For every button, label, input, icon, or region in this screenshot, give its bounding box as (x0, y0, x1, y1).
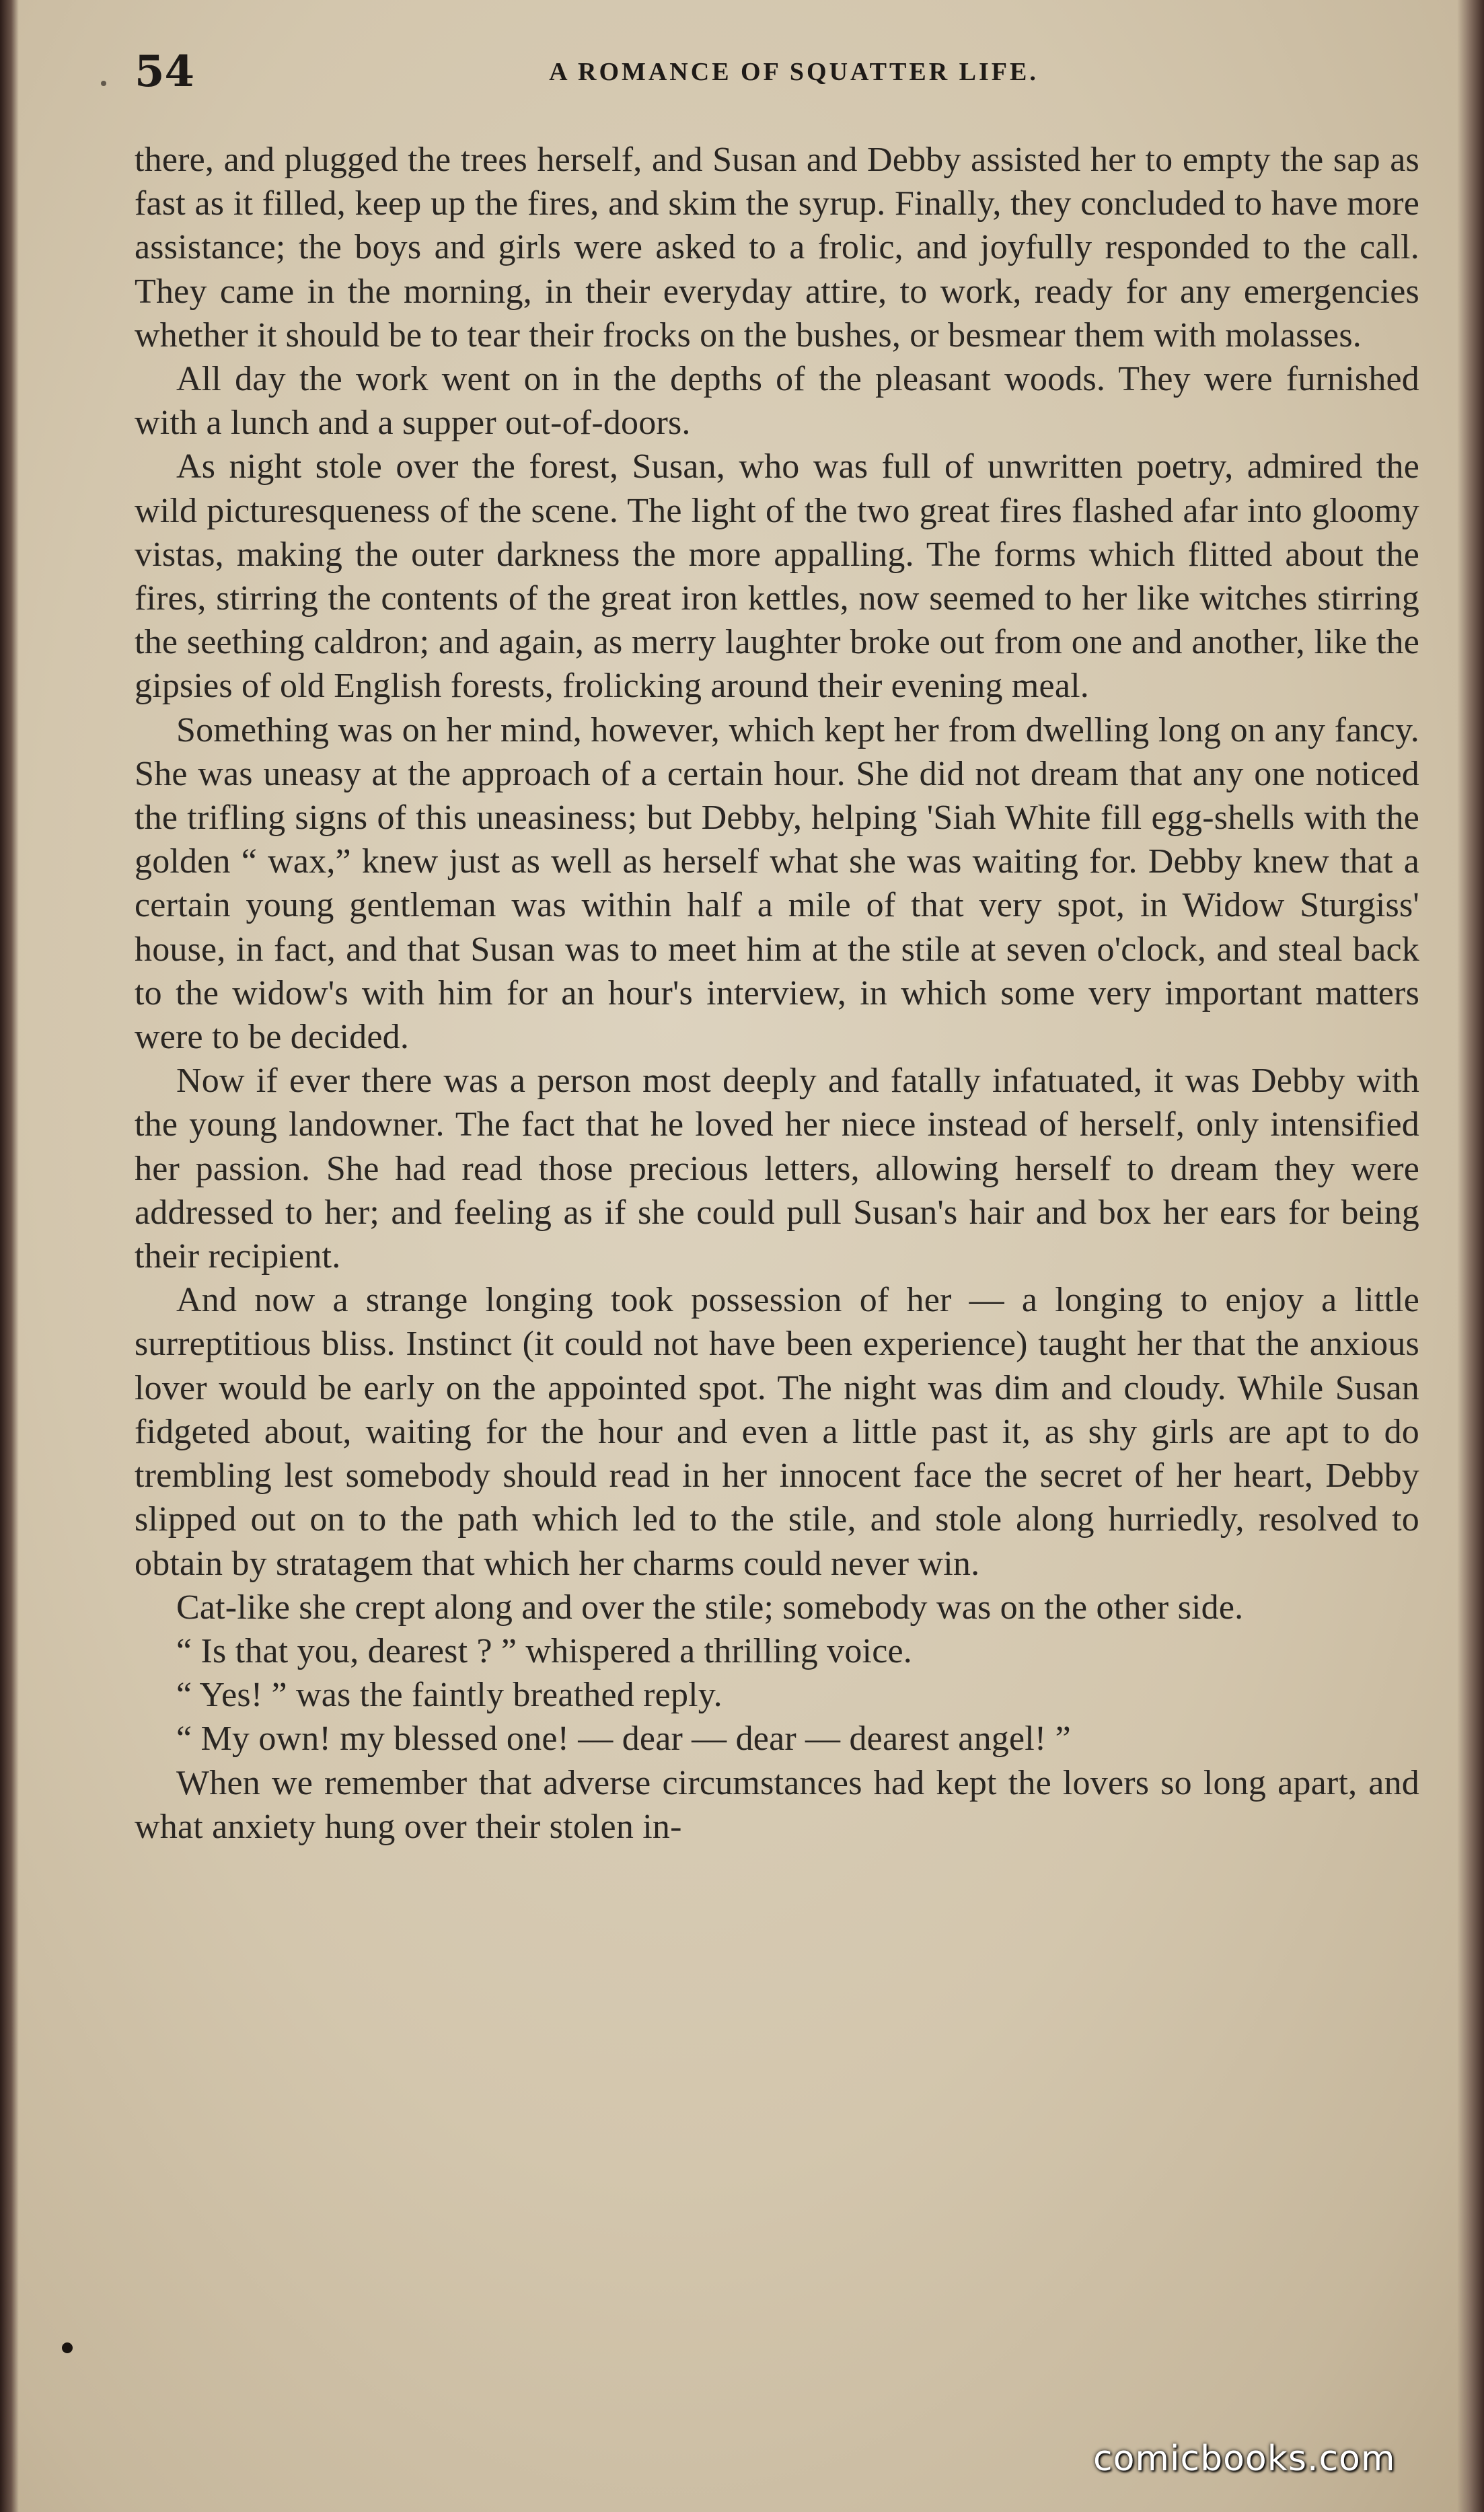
paragraph: As night stole over the forest, Susan, who was full of unwritten poetry, admired the wild picturesqueness of the scene. The light of the two great fires flashed afar into gloomy vistas, making the outer darkness the more appalling. The forms which flitted about the fires, stirring the contents of the great iron kettles, now seemed to her like witches stirring the seething caldron; and again, as merry laughter broke out from one and another, like the gipsies of old English forests, frolicking around their evening meal. (135, 447, 1419, 706)
ink-speck (62, 2342, 73, 2353)
paragraph: All day the work went on in the depths of the pleasant woods. They were furnished with a lunch and a supper out-of-doors. (135, 360, 1419, 443)
paragraph: Cat-like she crept along and over the stile; somebody was on the other side. (176, 1588, 1244, 1627)
paragraph: When we remember that adverse circumstances had kept the lovers so long apart, and what anxiety hung over their stolen in- (135, 1763, 1419, 1846)
running-head-title: A ROMANCE OF SQUATTER LIFE. (549, 58, 1039, 86)
paragraph: “ Is that you, dearest ? ” whispered a thrilling voice. (176, 1631, 912, 1670)
paragraph: there, and plugged the trees herself, and Susan and Debby assisted her to empty the sap as fast as it filled, keep up the fires, and skim the syrup. Finally, they concluded to have more assistance; the boys and girls were asked to a frolic, and joyfully responded to the call. They came in the morning, in their everyday attire, to work, ready for any emergencies whether it should be to tear their frocks on the bushes, or besmear them with molasses. (135, 141, 1419, 355)
paragraph: “ My own! my blessed one! — dear — dear — dearest angel! ” (176, 1720, 1071, 1759)
page-number: 54 (135, 46, 195, 97)
ink-speck (101, 81, 106, 86)
paragraph: “ Yes! ” was the faintly breathed reply. (176, 1676, 722, 1715)
paragraph: And now a strange longing took possession of her — a longing to enjoy a little surreptitious bliss. Instinct (it could not have been experience) taught her that the anxious lover would be early on the appointed spot. The night was dim and cloudy. While Susan fidgeted about, waiting for the hour and even a little past it, as shy girls are apt to do trembling lest somebody should read in her innocent face the secret of her heart, Debby slipped out on to the path which led to the stile, and stole along hurriedly, resolved to obtain by stratagem that which her charms could never win. (135, 1281, 1419, 1583)
watermark-text: comicbooks.com (1093, 2439, 1396, 2479)
page-gutter-shadow (0, 0, 19, 2512)
paragraph: Something was on her mind, however, which kept her from dwelling long on any fancy. She was uneasy at the approach of a certain hour. She did not dream that any one noticed the trifling signs of this uneasiness; but Debby, helping 'Siah White fill egg-shells with the golden “ wax,” knew just as well as herself what she was waiting for. Debby knew that a certain young gentleman was within half a mile of that very spot, in Widow Sturgiss' house, in fact, and that Susan was to meet him at the stile at seven o'clock, and steal back to the widow's with him for an hour's interview, in which some very important matters were to be decided. (135, 710, 1419, 1057)
page-edge-shadow (1457, 0, 1484, 2512)
body-text (135, 138, 1419, 1849)
running-head (135, 42, 1426, 102)
paragraph: Now if ever there was a person most deeply and fatally infatuated, it was Debby with the young landowner. The fact that he loved her niece instead of herself, only intensified her passion. She had read those precious letters, allowing herself to dream they were addressed to her; and feeling as if she could pull Susan's hair and box her ears for being their recipient. (135, 1062, 1419, 1276)
